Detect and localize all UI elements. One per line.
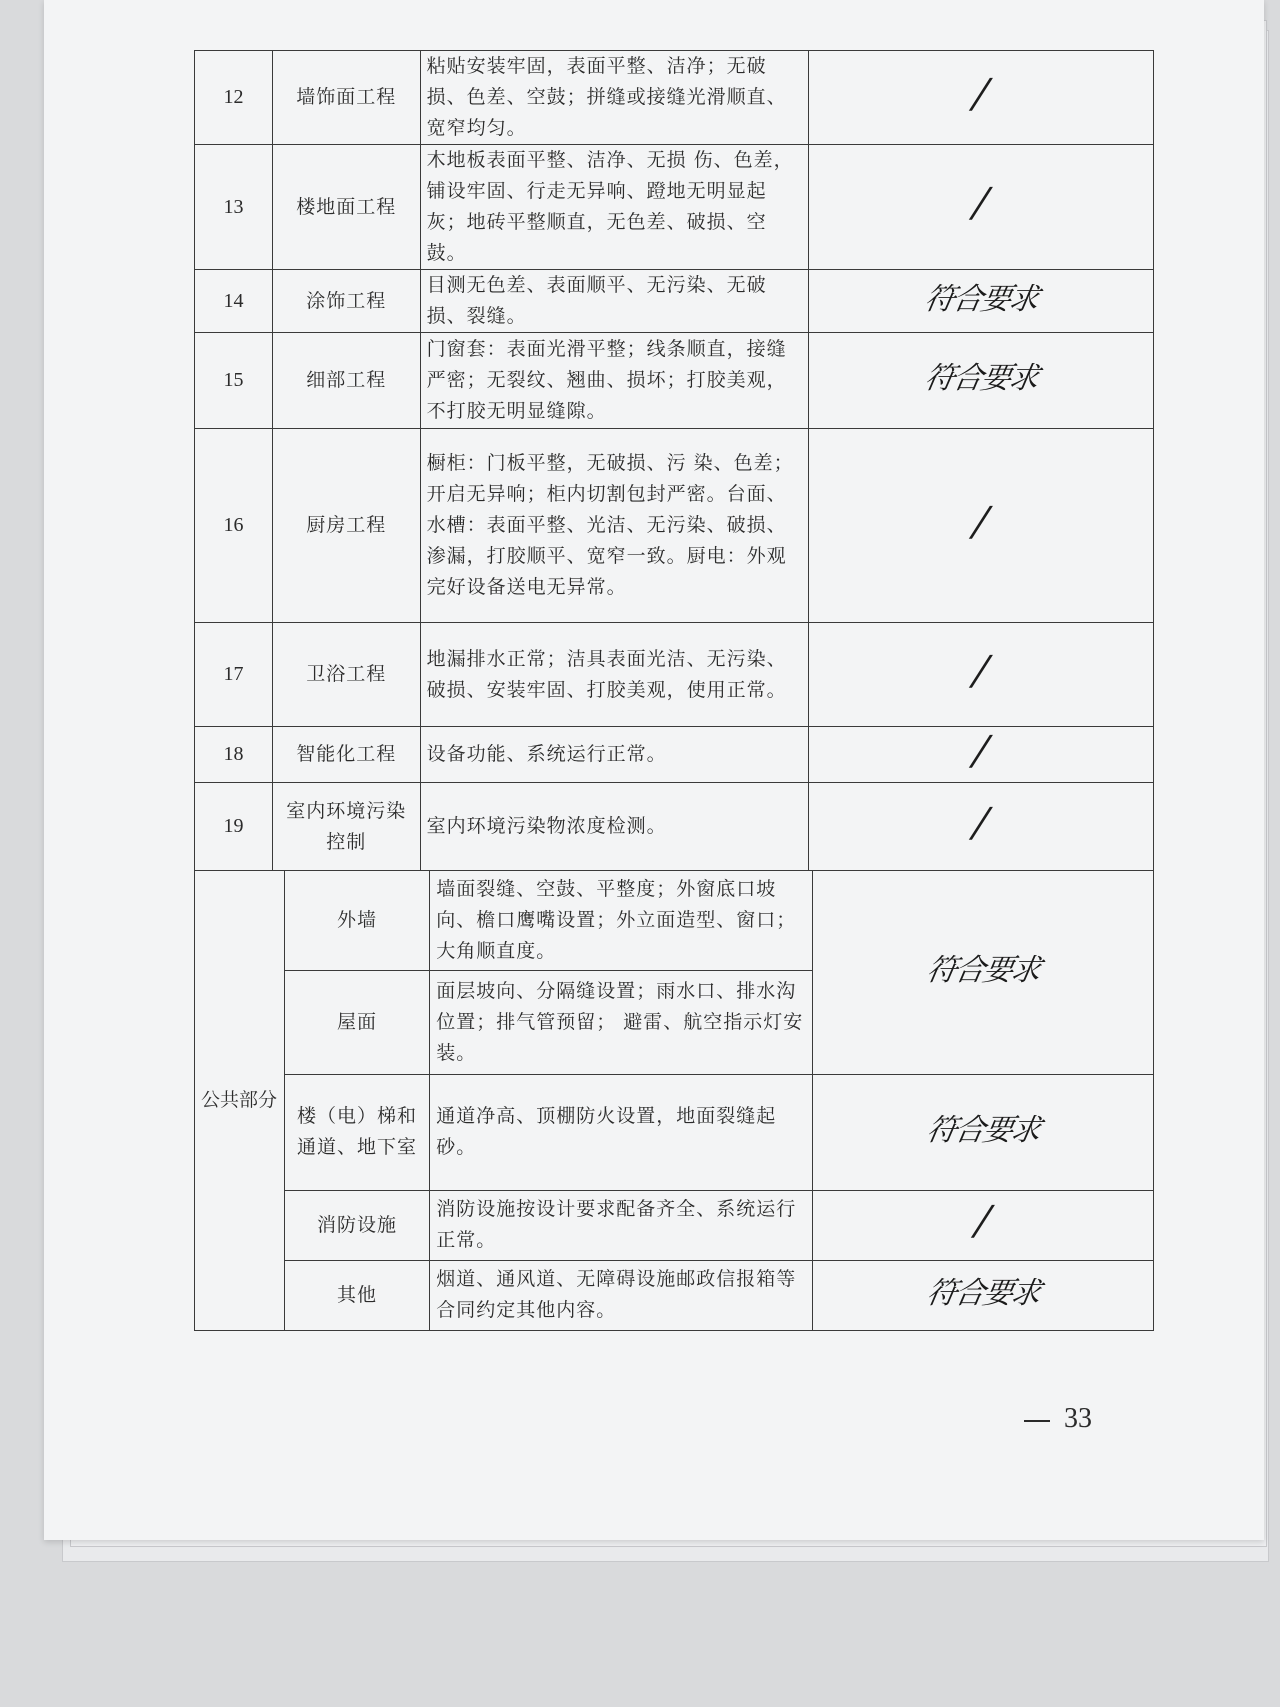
table-row [195,145,1154,270]
item-standard: 粘贴安装牢固，表面平整、洁净；无破损、色差、空鼓；拼缝或接缝光滑顺直、宽窄均匀。 [420,51,808,145]
row-number: 18 [195,727,273,783]
row-number: 19 [195,783,273,871]
page-number [1024,1403,1092,1435]
item-name: 涂饰工程 [273,270,421,333]
slash-mark: / [966,799,996,846]
item-result [813,1074,1154,1190]
item-result [808,623,1153,727]
table-row [195,623,1154,727]
item-name: 消防设施 [284,1190,430,1260]
item-name: 其他 [284,1260,430,1330]
page-number-text: 33 [1064,1403,1092,1434]
row-number: 15 [195,333,273,429]
slash-mark: / [966,727,996,774]
table-row [195,1074,1154,1190]
item-name: 墙饰面工程 [273,51,421,145]
item-standard: 消防设施按设计要求配备齐全、系统运行正常。 [430,1190,813,1260]
slash-mark: / [966,498,996,545]
item-result [813,1190,1154,1260]
row-number: 13 [195,145,273,270]
slash-mark: / [969,1198,998,1244]
item-result [808,51,1153,145]
row-number: 16 [195,429,273,623]
item-result [808,429,1153,623]
item-standard: 橱柜：门板平整，无破损、污 染、色差；开启无异响；柜内切割包封严密。台面、水槽：表面平整、光洁、无污染、破损、渗漏，打胶顺平、宽窄一致。厨电：外观完好设备送电无异常。 [420,429,808,623]
item-standard: 门窗套：表面光滑平整；线条顺直，接缝严密；无裂纹、翘曲、损坏；打胶美观，不打胶无明显缝隙。 [420,333,808,429]
item-standard: 烟道、通风道、无障碍设施邮政信报箱等合同约定其他内容。 [430,1260,813,1330]
table-row [195,1260,1154,1330]
slash-mark: / [966,70,996,117]
item-name: 智能化工程 [273,727,421,783]
table-row [195,429,1154,623]
item-name: 楼（电）梯和通道、地下室 [284,1074,430,1190]
slash-mark: / [966,647,996,694]
item-name: 外墙 [284,870,430,970]
inspection-table [194,50,1154,871]
item-standard: 室内环境污染物浓度检测。 [420,783,808,871]
slash-mark: / [966,180,996,226]
page-number-dash [1024,1420,1050,1422]
item-result [808,333,1153,429]
table-row [195,783,1154,871]
row-number: 17 [195,623,273,727]
item-result [808,145,1153,270]
item-name: 卫浴工程 [273,623,421,727]
item-name: 室内环境污染控制 [273,783,421,871]
row-number: 12 [195,51,273,145]
document-page [44,0,1264,1540]
item-result [808,727,1153,783]
item-standard: 设备功能、系统运行正常。 [420,727,808,783]
handwritten-result: 符合要求 [921,281,1040,317]
handwritten-result: 符合要求 [924,1275,1043,1311]
item-result [808,270,1153,333]
row-number: 14 [195,270,273,333]
table-row [195,270,1154,333]
table-row [195,870,1154,970]
table-row [195,333,1154,429]
item-result [813,870,1154,1074]
item-name: 厨房工程 [273,429,421,623]
item-result [808,783,1153,871]
inspection-table-container [194,50,1154,1360]
item-standard: 墙面裂缝、空鼓、平整度；外窗底口坡向、檐口鹰嘴设置；外立面造型、窗口；大角顺直度。 [430,870,813,970]
item-standard: 面层坡向、分隔缝设置；雨水口、排水沟位置；排气管预留； 避雷、航空指示灯安装。 [430,970,813,1074]
handwritten-result: 符合要求 [924,1112,1043,1148]
handwritten-result: 符合要求 [924,952,1043,988]
public-part-label: 公共部分 [195,870,285,1330]
item-standard: 通道净高、顶棚防火设置，地面裂缝起砂。 [430,1074,813,1190]
table-row [195,51,1154,145]
item-name: 细部工程 [273,333,421,429]
item-standard: 目测无色差、表面顺平、无污染、无破损、裂缝。 [420,270,808,333]
item-standard: 地漏排水正常；洁具表面光洁、无污染、破损、安装牢固、打胶美观，使用正常。 [420,623,808,727]
item-result [813,1260,1154,1330]
handwritten-result: 符合要求 [921,361,1040,396]
table-row [195,727,1154,783]
item-name: 楼地面工程 [273,145,421,270]
item-name: 屋面 [284,970,430,1074]
public-part-table [194,870,1154,1331]
item-standard: 木地板表面平整、洁净、无损 伤、色差，铺设牢固、行走无异响、蹬地无明显起灰；地砖平整顺直，无色差、破损、空鼓。 [420,145,808,270]
table-row [195,1190,1154,1260]
